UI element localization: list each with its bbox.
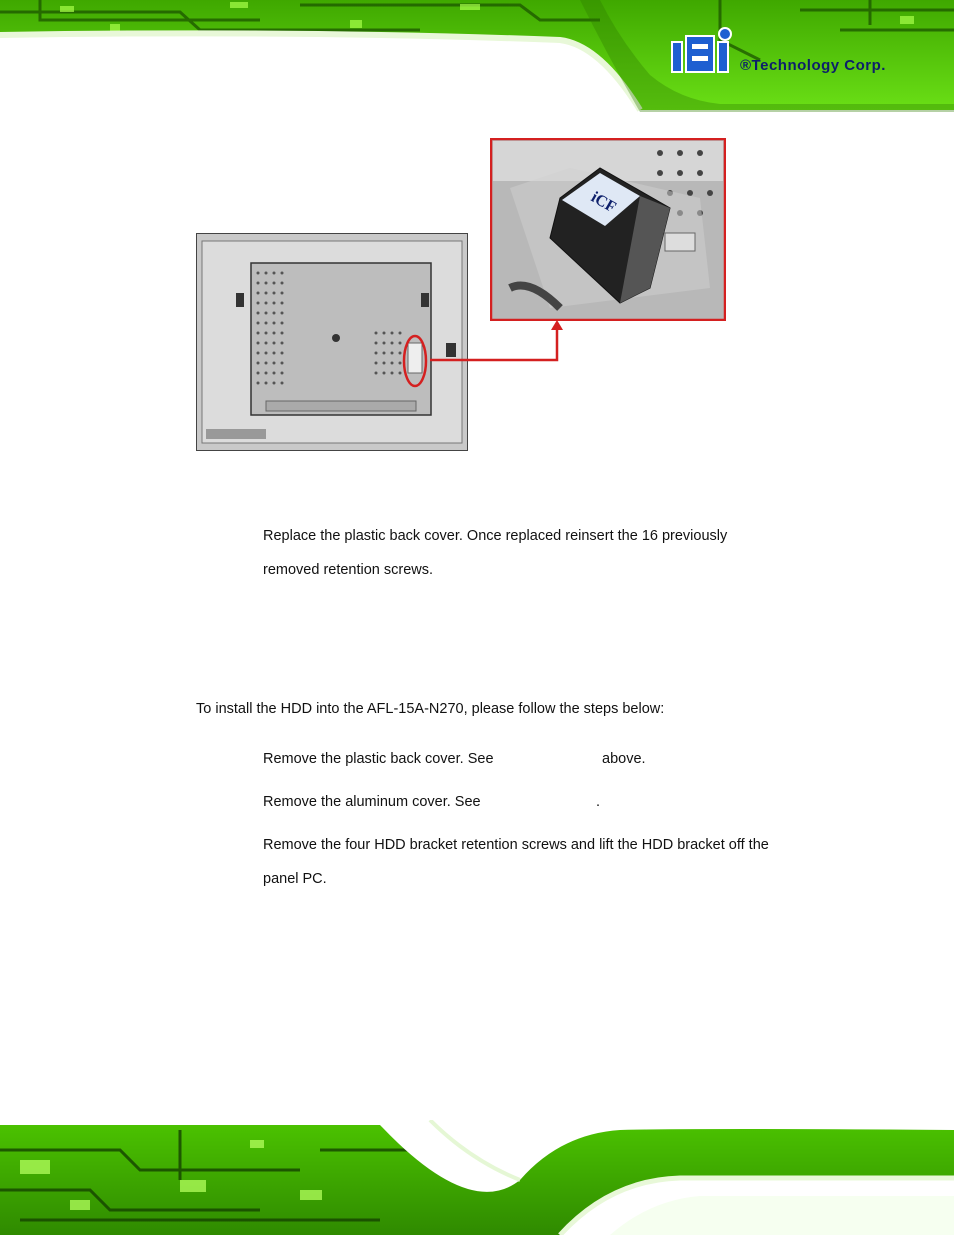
step-line: removed retention screws. [263, 562, 434, 578]
hdd-step-3 [263, 835, 863, 889]
step-line: Remove the four HDD bracket retention screws and lift the HDD bracket off the [263, 837, 769, 853]
step-replace-cover [263, 526, 863, 580]
callout-arrow [420, 318, 570, 368]
brand-name: ®Technology Corp. [740, 57, 886, 74]
step-text-after: . [596, 794, 601, 810]
step-text: Remove the aluminum cover. See [263, 794, 481, 810]
iei-logo-icon [668, 26, 740, 74]
footer-pcb-banner [0, 1120, 954, 1235]
step-line: Replace the plastic back cover. Once replaced reinsert the 16 previously [263, 528, 728, 544]
step-text: Remove the plastic back cover. See [263, 751, 494, 767]
step-text-after: above. [602, 751, 646, 767]
hdd-step-2 [263, 792, 863, 812]
hdd-step-1 [263, 749, 863, 769]
cf-card-closeup-photo [490, 138, 726, 321]
step-line: panel PC. [263, 871, 327, 887]
cf-card-label: iCF [588, 188, 619, 217]
hdd-install-intro: To install the HDD into the AFL-15A-N270, please follow the steps below: [196, 701, 665, 717]
header-pcb-banner [0, 0, 954, 112]
